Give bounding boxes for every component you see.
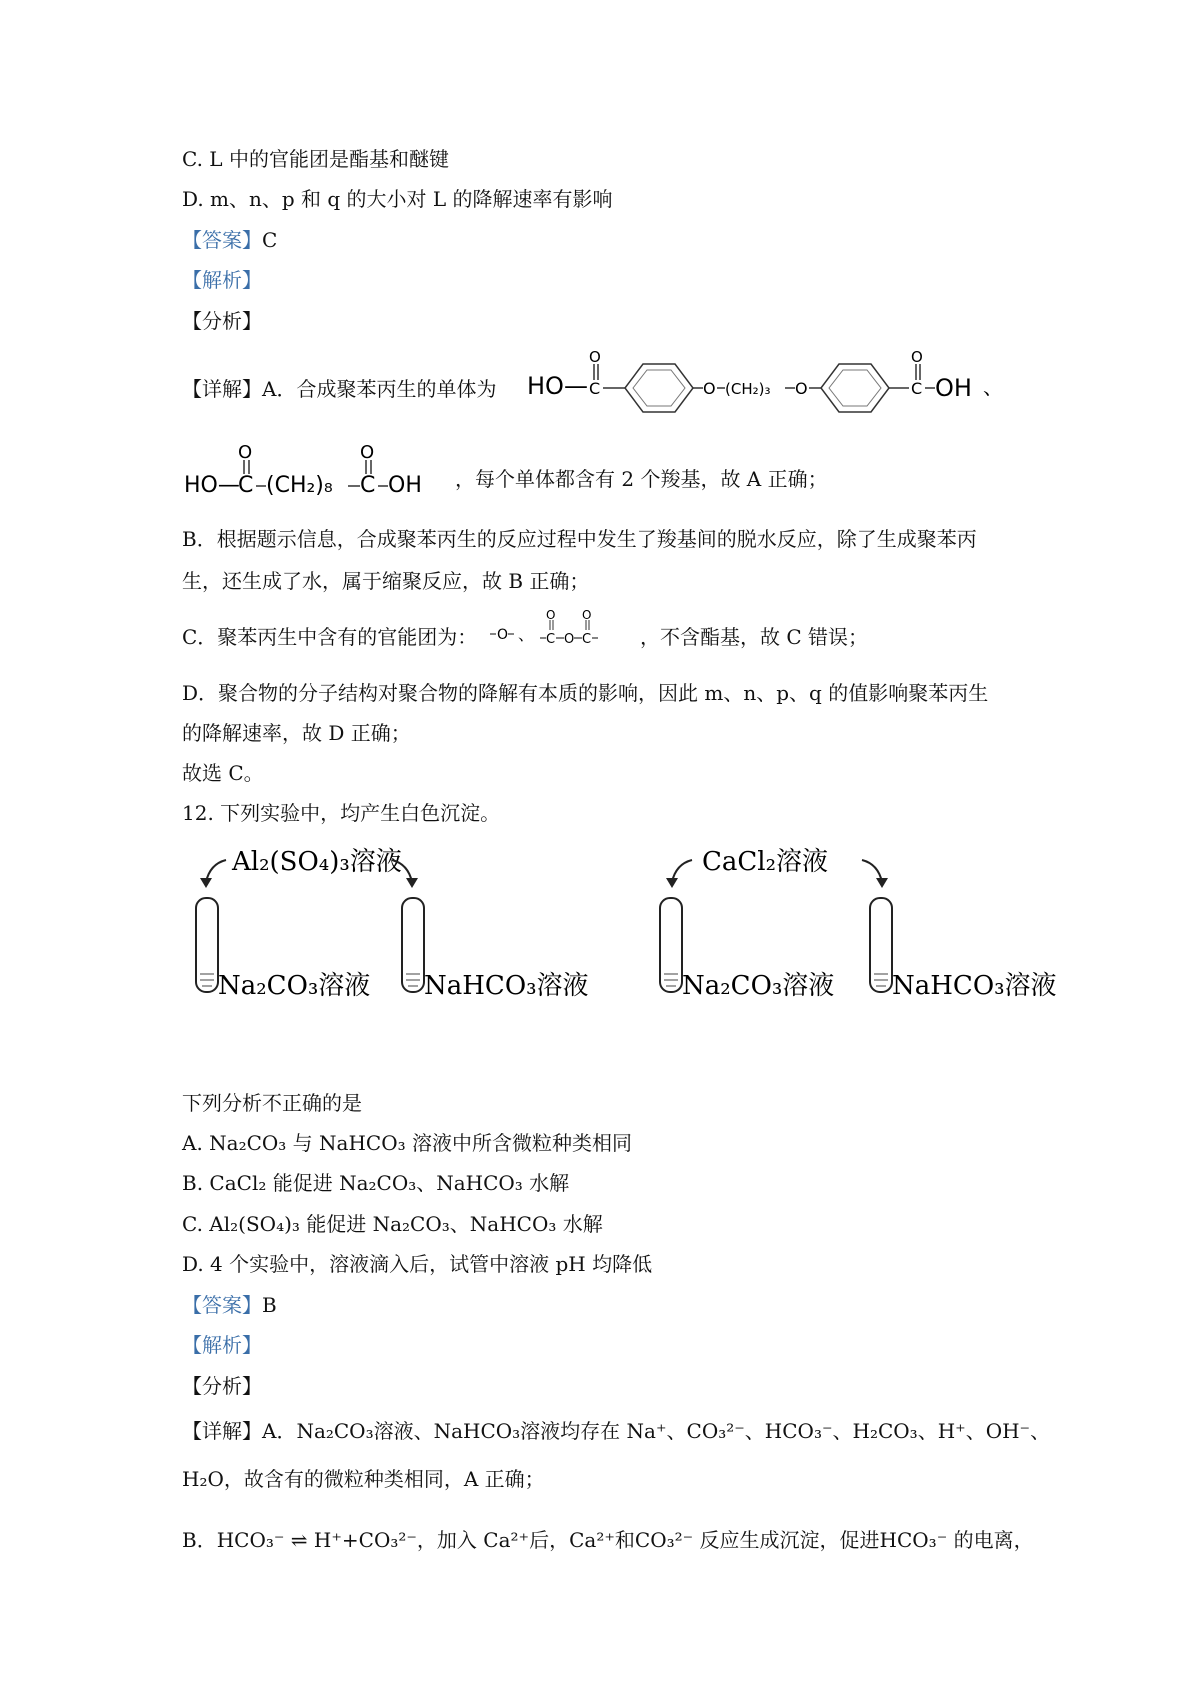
detail-b-line1: B．根据题示信息，合成聚苯丙生的反应过程中发生了羧基间的脱水反应，除了生成聚苯丙 — [182, 527, 977, 551]
detail-label: 【详解】 — [182, 377, 262, 401]
option-c: C. L 中的官能团是酯基和醚键 — [182, 147, 449, 171]
q12-detail-b: B．HCO₃⁻ ⇌ H⁺+CO₃²⁻，加入 Ca²⁺后，Ca²⁺和CO₃²⁻ 反应生成沉淀，促进HCO₃⁻ 的电离， — [182, 1528, 1034, 1552]
q12-detail-a1: A．Na₂CO₃溶液、NaHCO₃溶液均存在 Na⁺、CO₃²⁻、HCO₃⁻、H₂CO₃、H⁺、OH⁻、 — [262, 1419, 1051, 1443]
tube3-label: Na₂CO₃溶液 — [682, 971, 835, 1001]
test-tube-4 — [870, 898, 892, 992]
monomer2-structure — [182, 440, 462, 504]
functional-groups — [488, 608, 638, 654]
q12-detail-label: 【详解】 — [182, 1419, 262, 1443]
answer-value: C — [262, 228, 278, 252]
q12-option-c: C. Al₂(SO₄)₃ 能促进 Na₂CO₃、NaHCO₃ 水解 — [182, 1212, 603, 1236]
reagent-right: CaCl₂溶液 — [702, 847, 829, 877]
svg-text:O: O — [497, 627, 509, 643]
monomer2-ch2: (CH₂)₈ — [266, 473, 333, 498]
q12-answer-row — [182, 1292, 277, 1318]
monomer1-o3: O — [795, 379, 808, 398]
monomer1-c1: C — [589, 379, 601, 398]
q12-detail-a2: H₂O，故含有的微粒种类相同，A 正确； — [182, 1467, 545, 1491]
monomer2-oh: OH — [388, 473, 422, 498]
svg-text:O: O — [546, 608, 556, 622]
benzene-ring-2 — [821, 364, 889, 412]
q12-fenxi-label: 【分析】 — [182, 1374, 262, 1398]
q12-question: 下列分析不正确的是 — [182, 1091, 362, 1115]
test-tube-1 — [196, 898, 218, 992]
monomer1-ho: HO— — [527, 372, 588, 400]
monomer2-o1: O — [238, 442, 253, 463]
detail-a-text2: ，每个单体都含有 2 个羧基，故 A 正确； — [455, 467, 828, 491]
svg-text:O: O — [582, 608, 592, 622]
q12-answer-value: B — [262, 1293, 277, 1317]
monomer2-c2: C — [360, 473, 376, 498]
analysis-label: 【解析】 — [182, 268, 262, 292]
monomer1-c2: C — [911, 379, 923, 398]
monomer2-c1: C — [238, 473, 254, 498]
monomer1-ch2: (CH₂)₃ — [725, 380, 771, 398]
conclusion: 故选 C。 — [182, 761, 264, 785]
svg-text:C: C — [582, 632, 592, 647]
monomer1-o2: O — [703, 379, 716, 398]
detail-c-post: ，不含酯基，故 C 错误； — [640, 625, 869, 649]
q12-option-d: D. 4 个实验中，溶液滴入后，试管中溶液 pH 均降低 — [182, 1252, 653, 1276]
detail-b-line2: 生，还生成了水，属于缩聚反应，故 B 正确； — [182, 569, 590, 593]
monomer1-o4: O — [911, 348, 923, 366]
reagent-left: Al₂(SO₄)₃溶液 — [232, 847, 402, 877]
tube2-label: NaHCO₃溶液 — [424, 971, 589, 1001]
detail-a-text: A．合成聚苯丙生的单体为 — [262, 377, 497, 401]
q12-answer-label: 【答案】 — [182, 1293, 262, 1317]
svg-text:O: O — [564, 632, 575, 647]
q12-analysis-label: 【解析】 — [182, 1333, 262, 1357]
monomer2-ho: HO— — [184, 473, 240, 498]
option-d: D. m、n、p 和 q 的大小对 L 的降解速率有影响 — [182, 187, 613, 211]
answer-label: 【答案】 — [182, 228, 262, 252]
test-tube-3 — [660, 898, 682, 992]
tube1-label: Na₂CO₃溶液 — [218, 971, 371, 1001]
q12-stem: 12. 下列实验中，均产生白色沉淀。 — [182, 801, 501, 825]
monomer1-structure — [525, 348, 1045, 418]
benzene-ring-1 — [625, 364, 693, 412]
detail-d-line2: 的降解速率，故 D 正确； — [182, 721, 411, 745]
answer-row — [182, 227, 277, 253]
q12-option-b: B. CaCl₂ 能促进 Na₂CO₃、NaHCO₃ 水解 — [182, 1171, 570, 1195]
detail-c-pre: C．聚苯丙生中含有的官能团为： — [182, 625, 478, 649]
tube4-label: NaHCO₃溶液 — [892, 971, 1057, 1001]
test-tube-2 — [402, 898, 424, 992]
q12-detail-a-row — [182, 1418, 1050, 1444]
svg-text:C: C — [546, 632, 556, 647]
q12-option-a: A. Na₂CO₃ 与 NaHCO₃ 溶液中所含微粒种类相同 — [182, 1131, 632, 1155]
monomer2-o2: O — [360, 442, 375, 463]
svg-text:、: 、 — [518, 625, 535, 644]
experiment-figure — [182, 836, 1062, 1016]
fenxi-label: 【分析】 — [182, 309, 262, 333]
detail-a-row — [182, 376, 496, 402]
monomer1-oh: OH — [935, 374, 972, 402]
detail-d-line1: D．聚合物的分子结构对聚合物的降解有本质的影响，因此 m、n、p、q 的值影响聚苯丙生 — [182, 681, 989, 705]
monomer1-sep: 、 — [983, 375, 1003, 399]
monomer1-o1: O — [589, 348, 601, 366]
